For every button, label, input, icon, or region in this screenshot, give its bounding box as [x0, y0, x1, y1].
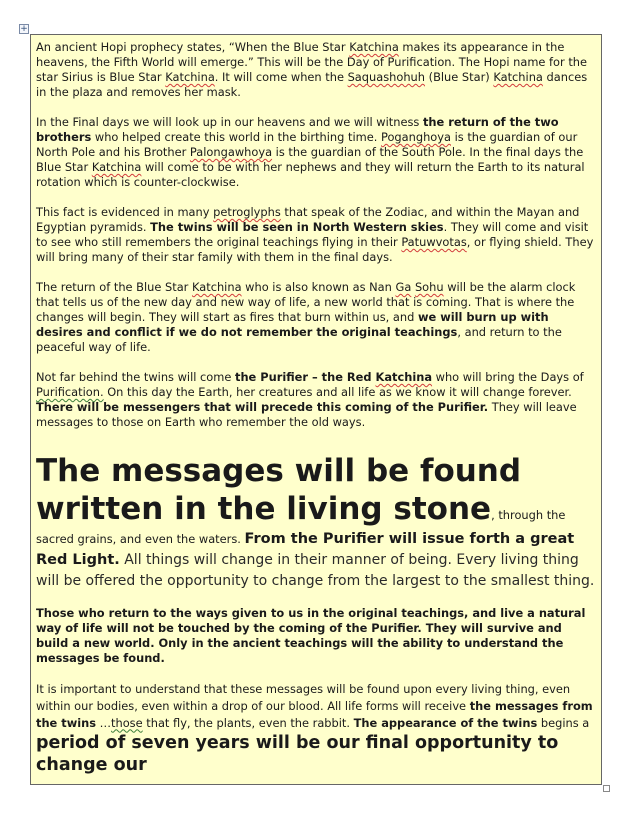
resize-handle-icon[interactable] [603, 785, 610, 792]
paragraph-prophecy: An ancient Hopi prophecy states, “When the Blue Star Katchina makes its appearance in the heavens, the Fifth World will emerge.” This will be the Day of Purification. The Hopi name for the star Sirius is Blue Star Katchina. It will come when the Saquashohuh (Blue Star) Katchina dances in the plaza and removes her mask. [36, 40, 588, 99]
paragraph-return-ways: Those who return to the ways given to us in the original teachings, and live a natural way of life will not be touched by the coming of the Purifier. They will survive and build a new world. Only in the ancient teachings will the ability to understand the messages be found. [36, 605, 586, 665]
paragraph-messages: The messages will be found written in the living stone, through the sacred grains, and even the waters. From the Purifier will issue forth a great Red Light. All things will change in their manner of being. Every living thing will be offered the opportunity to change from the largest to the smallest thing. [36, 453, 595, 589]
paragraph-seven-years: It is important to understand that these messages will be found upon every living thing, even within our bodies, even within a drop of our blood. All life forms will receive the messages from the twins …those that fly, the plants, even the rabbit. The appearance of the twins begins a period of seven years will be our final opportunity to change our [36, 681, 593, 775]
document-table-cell [30, 34, 602, 785]
paragraph-return: The return of the Blue Star Katchina who is also known as Nan Ga Sohu will be the alarm clock that tells us of the new day and new way of life, a new world that is coming. That is where the changes will begin. They will start as fires that burn within us, and we will burn up with desires and conflict if we do not remember the original teachings, and return to the peaceful way of life. [36, 280, 576, 354]
paragraph-final-days: In the Final days we will look up in our heavens and we will witness the return of the two brothers who helped create this world in the birthing time. Poganghoya is the guardian of our North Pole and his Brother Palongawhoya is the guardian of the South Pole. In the final days the Blue Star Katchina will come to be with her nephews and they will return the Earth to its natural rotation which is counter-clockwise. [36, 115, 585, 189]
move-handle-icon[interactable]: + [20, 24, 28, 34]
paragraph-evidence: This fact is evidenced in many petroglyphs that speak of the Zodiac, and within the Mayan and Egyptian pyramids. The twins will be seen in North Western skies. They will come and visit to see who still remembers the original teachings flying in their Patuwvotas, or flying shield. They will bring many of their star family with them in the final days. [36, 205, 594, 264]
paragraph-purifier: Not far behind the twins will come the Purifier – the Red Katchina who will bring the Days of Purification. On this day the Earth, her creatures and all life as we know it will change forever. There will be messengers that will precede this coming of the Purifier. They will leave messages to those on Earth who remember the old ways. [36, 370, 584, 429]
